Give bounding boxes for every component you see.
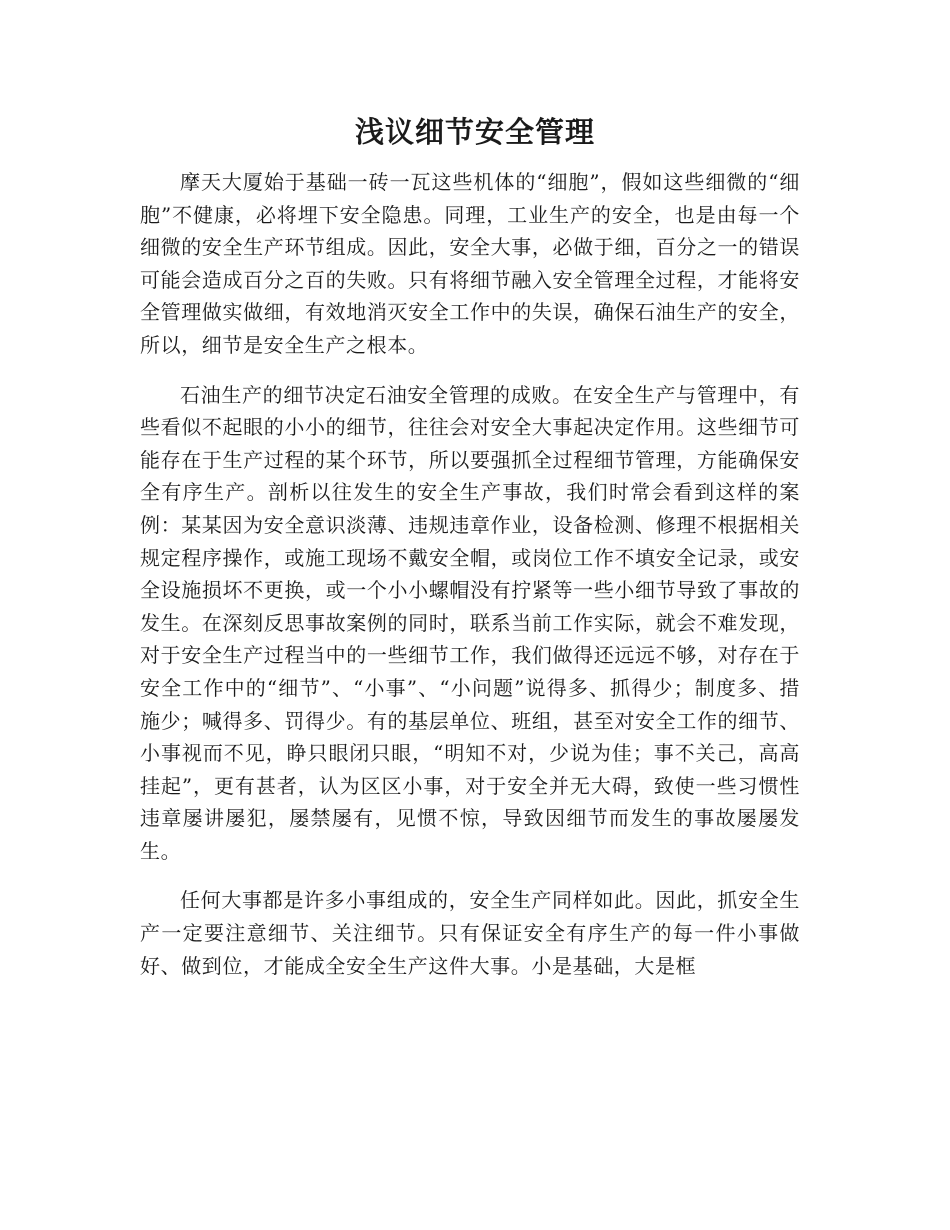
document-title: 浅议细节安全管理 bbox=[354, 115, 595, 149]
paragraph-1: 摩天大厦始于基础一砖一瓦这些机体的“细胞”，假如这些细微的“细胞”不健康，必将埋下安全隐患。同理，工业生产的安全，也是由每一个细微的安全生产环节组成。因此，安全大事，必做于细，百分之一的错误可能会造成百分之百的失败。只有将细节融入安全管理全过程，才能将安全管理做实做细，有效地消灭安全工作中的失误，确保石油生产的安全，所以，细节是安全生产之根本。 bbox=[140, 170, 800, 357]
paragraph-3: 任何大事都是许多小事组成的，安全生产同样如此。因此，抓安全生产一定要注意细节、关注细节。只有保证安全有序生产的每一件小事做好、做到位，才能成全安全生产这件大事。小是基础，大是框 bbox=[140, 888, 800, 978]
document-body bbox=[140, 166, 800, 982]
paragraph-2: 石油生产的细节决定石油安全管理的成败。在安全生产与管理中，有些看似不起眼的小小的细节，往往会对安全大事起决定作用。这些细节可能存在于生产过程的某个环节，所以要强抓全过程细节管理，方能确保安全有序生产。剖析以往发生的安全生产事故，我们时常会看到这样的案例：某某因为安全意识淡薄、违规违章作业，设备检测、修理不根据相关规定程序操作，或施工现场不戴安全帽，或岗位工作不填安全记录，或安全设施损坏不更换，或一个小小螺帽没有拧紧等一些小细节导致了事故的发生。在深刻反思事故案例的同时，联系当前工作实际，就会不难发现，对于安全生产过程当中的一些细节工作，我们做得还远远不够，对存在于安全工作中的“细节”、“小事”、“小问题”说得多、抓得少；制度多、措施少；喊得多、罚得少。有的基层单位、班组，甚至对安全工作的细节、小事视而不见，睁只眼闭只眼，“明知不对，少说为佳；事不关己，高高挂起”，更有甚者，认为区区小事，对于安全并无大碍，致使一些习惯性违章屡讲屡犯，屡禁屡有，见惯不惊，导致因细节而发生的事故屡屡发生。 bbox=[140, 382, 800, 863]
